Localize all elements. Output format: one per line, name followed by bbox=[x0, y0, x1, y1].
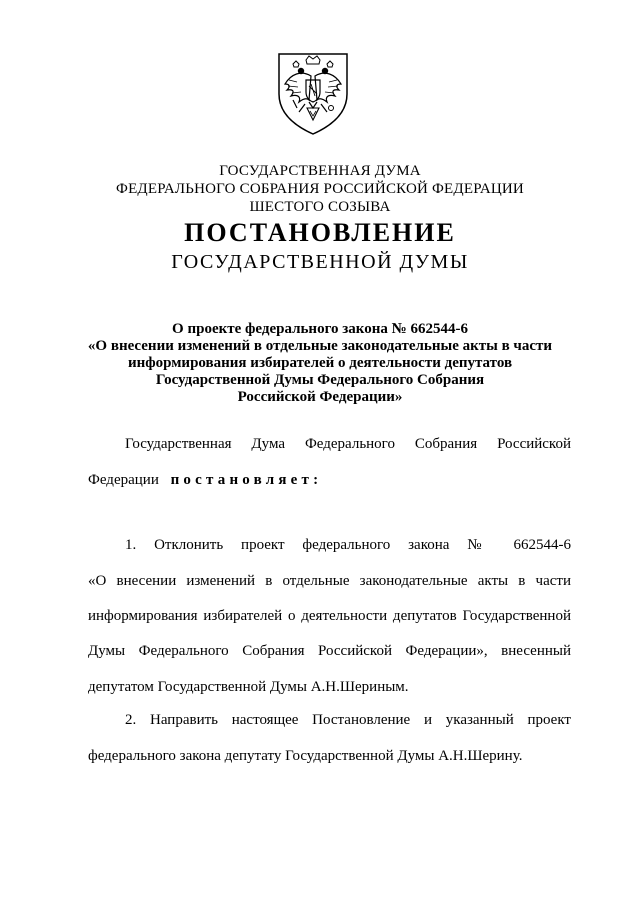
item-line: 2. Направить настоящее Постановление и указанный проект bbox=[125, 712, 571, 728]
document-title: ПОСТАНОВЛЕНИЕ bbox=[184, 218, 456, 247]
document-subtitle: ГОСУДАРСТВЕННОЙ ДУМЫ bbox=[171, 251, 469, 273]
subject-line: информирования избирателей о деятельности депутатов bbox=[127, 355, 513, 371]
preamble-line-2 bbox=[88, 472, 322, 489]
item-line: депутатом Государственной Думы А.Н.Шериным. bbox=[88, 679, 409, 695]
subject-line: О проекте федерального закона № 662544-6 bbox=[172, 321, 468, 337]
item-line: «О внесении изменений в отдельные законодательные акты в части bbox=[88, 573, 571, 589]
item-line: федерального закона депутату Государственной Думы А.Н.Шерину. bbox=[88, 748, 523, 764]
item-line: 1. Отклонить проект федерального закона № 662544-6 bbox=[125, 537, 571, 553]
item-line: информирования избирателей о деятельности депутатов Государственной bbox=[88, 608, 571, 624]
item-line: Думы Федерального Собрания Российской Федерации», внесенный bbox=[88, 643, 571, 659]
resolves-verb: постановляет: bbox=[170, 472, 323, 488]
preamble-line-1: Государственная Дума Федерального Собрания Российской bbox=[125, 436, 571, 452]
header-line-3: ШЕСТОГО СОЗЫВА bbox=[249, 199, 391, 215]
subject-line: Государственной Думы Федерального Собрания bbox=[155, 372, 485, 388]
coat-of-arms-emblem bbox=[273, 50, 353, 136]
preamble-federation: Федерации bbox=[88, 472, 159, 488]
subject-line: «О внесении изменений в отдельные законодательные акты в части bbox=[87, 338, 553, 354]
header-line-1: ГОСУДАРСТВЕННАЯ ДУМА bbox=[219, 163, 421, 179]
header-line-2: ФЕДЕРАЛЬНОГО СОБРАНИЯ РОССИЙСКОЙ ФЕДЕРАЦИИ bbox=[116, 181, 524, 197]
subject-line: Российской Федерации» bbox=[237, 389, 403, 405]
